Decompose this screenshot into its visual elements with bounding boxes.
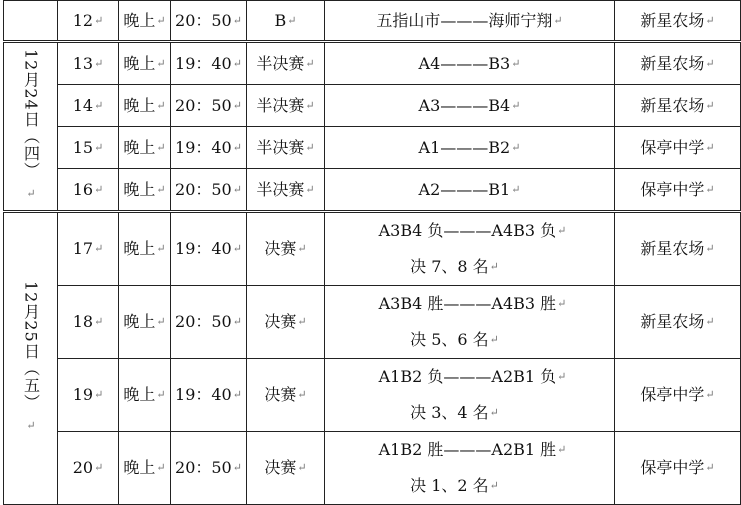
stage-cell: 决赛↵ — [247, 286, 325, 359]
time-cell: 20：50↵ — [171, 169, 247, 212]
period-cell: 晚上↵ — [119, 212, 171, 286]
period-cell: 晚上↵ — [119, 1, 171, 42]
stage-cell: 半决赛↵ — [247, 42, 325, 85]
match-number-cell: 20↵ — [58, 432, 119, 505]
date-cell-empty — [4, 1, 58, 42]
table-row — [4, 212, 741, 286]
venue-cell: 新星农场↵ — [615, 286, 741, 359]
period-cell: 晚上↵ — [119, 359, 171, 432]
venue-cell: 保亭中学↵ — [615, 359, 741, 432]
matchup-cell: A3B4 负———A4B3 负↵ 决 7、8 名↵ — [325, 212, 615, 286]
schedule-table — [3, 0, 741, 505]
venue-cell: 保亭中学↵ — [615, 127, 741, 169]
table-row — [4, 169, 741, 212]
time-cell: 20：50↵ — [171, 286, 247, 359]
time-cell: 19：40↵ — [171, 42, 247, 85]
matchup-cell: A1———B2↵ — [325, 127, 615, 169]
period-cell: 晚上↵ — [119, 286, 171, 359]
time-cell: 20：50↵ — [171, 1, 247, 42]
venue-cell: 新星农场↵ — [615, 1, 741, 42]
period-cell: 晚上↵ — [119, 432, 171, 505]
matchup-cell: A1B2 负———A2B1 负↵ 决 3、4 名↵ — [325, 359, 615, 432]
matchup-cell: A3B4 胜———A4B3 胜↵ 决 5、6 名↵ — [325, 286, 615, 359]
stage-cell: 决赛↵ — [247, 212, 325, 286]
time-cell: 19：40↵ — [171, 359, 247, 432]
matchup-cell: A4———B3↵ — [325, 42, 615, 85]
match-number-cell: 15↵ — [58, 127, 119, 169]
venue-cell: 新星农场↵ — [615, 42, 741, 85]
period-cell: 晚上↵ — [119, 42, 171, 85]
time-cell: 19：40↵ — [171, 127, 247, 169]
stage-cell: 半决赛↵ — [247, 127, 325, 169]
venue-cell: 保亭中学↵ — [615, 169, 741, 212]
match-number-cell: 12↵ — [58, 1, 119, 42]
time-cell: 19：40↵ — [171, 212, 247, 286]
match-number-cell: 14↵ — [58, 85, 119, 127]
venue-cell: 新星农场↵ — [615, 85, 741, 127]
stage-cell: 决赛↵ — [247, 432, 325, 505]
matchup-cell: A1B2 胜———A2B1 胜↵ 决 1、2 名↵ — [325, 432, 615, 505]
date-cell-dec25: 12月25日（五） ↵ — [4, 212, 58, 505]
table-row — [4, 1, 741, 42]
table-row — [4, 359, 741, 432]
date-label: 12月24日（四） — [21, 49, 41, 179]
time-cell: 20：50↵ — [171, 85, 247, 127]
stage-cell: 半决赛↵ — [247, 85, 325, 127]
venue-cell: 保亭中学↵ — [615, 432, 741, 505]
table-row — [4, 127, 741, 169]
period-cell: 晚上↵ — [119, 127, 171, 169]
match-number-cell: 13↵ — [58, 42, 119, 85]
table-row — [4, 432, 741, 505]
match-number-cell: 18↵ — [58, 286, 119, 359]
table-row — [4, 42, 741, 85]
period-cell: 晚上↵ — [119, 169, 171, 212]
matchup-cell: A2———B1↵ — [325, 169, 615, 212]
stage-cell: B↵ — [247, 1, 325, 42]
stage-cell: 半决赛↵ — [247, 169, 325, 212]
match-number-cell: 16↵ — [58, 169, 119, 212]
match-number-cell: 17↵ — [58, 212, 119, 286]
stage-cell: 决赛↵ — [247, 359, 325, 432]
table-row — [4, 85, 741, 127]
matchup-cell: A3———B4↵ — [325, 85, 615, 127]
match-number-cell: 19↵ — [58, 359, 119, 432]
time-cell: 20：50↵ — [171, 432, 247, 505]
table-row — [4, 286, 741, 359]
date-cell-dec24: 12月24日（四） ↵ — [4, 42, 58, 212]
venue-cell: 新星农场↵ — [615, 212, 741, 286]
date-label: 12月25日（五） — [21, 281, 41, 411]
matchup-cell: 五指山市———海师宁翔↵ — [325, 1, 615, 42]
period-cell: 晚上↵ — [119, 85, 171, 127]
